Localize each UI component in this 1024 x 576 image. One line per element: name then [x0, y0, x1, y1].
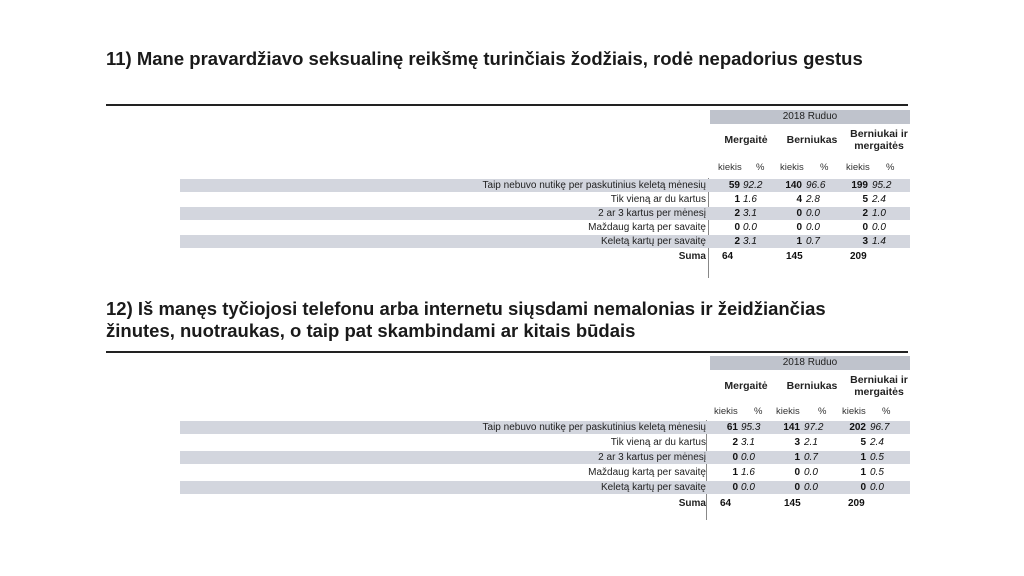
period-header: 2018 Ruduo [710, 356, 910, 370]
sub-kiekis: kiekis [718, 162, 742, 173]
table-row: 2 ar 3 kartus per mėnesį 0 0.0 1 0.7 1 0.5 [180, 451, 910, 464]
sub-kiekis: kiekis [842, 406, 866, 417]
table-row: Keletą kartų per savaitę 0 0.0 0 0.0 0 0.0 [180, 481, 910, 494]
section-11-title: 11) Mane pravardžiavo seksualinę reikšmę turinčiais žodžiais, rodė nepadorius gestus [106, 48, 863, 69]
sum-row: Suma 64 145 209 [678, 251, 867, 262]
sub-pct: % [882, 406, 891, 417]
table-row: Taip nebuvo nutikę per paskutinius keletą mėnesių 61 95.3 141 97.2 202 96.7 [180, 421, 910, 434]
sub-pct: % [818, 406, 827, 417]
table-row: Maždaug kartą per savaitę 1 1.6 0 0.0 1 0.5 [588, 467, 884, 478]
section-12-rule [106, 351, 908, 353]
table-row: Tik vieną ar du kartus 1 1.6 4 2.8 5 2.4 [610, 194, 886, 205]
group-all: Berniukai ir mergaitės [850, 128, 908, 152]
sub-pct: % [756, 162, 765, 173]
sub-pct: % [754, 406, 763, 417]
group-boys: Berniukas [786, 134, 838, 146]
group-all: Berniukai ir mergaitės [850, 374, 908, 398]
sub-pct: % [886, 162, 895, 173]
period-header: 2018 Ruduo [710, 110, 910, 124]
group-boys: Berniukas [786, 380, 838, 392]
table-row: 2 ar 3 kartus per mėnesį 2 3.1 0 0.0 2 1.0 [180, 207, 910, 220]
section-12-title: 12) Iš manęs tyčiojosi telefonu arba internetu siųsdami nemalonias ir žeidžiančias žinutes, nuotraukas, o taip pat skambindami ar kitais būdais [106, 298, 826, 341]
sub-kiekis: kiekis [776, 406, 800, 417]
table-row: Tik vieną ar du kartus 2 3.1 3 2.1 5 2.4 [610, 437, 884, 448]
group-girls: Mergaitė [724, 134, 768, 146]
sub-kiekis: kiekis [846, 162, 870, 173]
table-row: Maždaug kartą per savaitę 0 0.0 0 0.0 0 0.0 [588, 222, 886, 233]
sub-kiekis: kiekis [780, 162, 804, 173]
table-row: Keletą kartų per savaitę 2 3.1 1 0.7 3 1.4 [180, 235, 910, 248]
table-row: Taip nebuvo nutikę per paskutinius keletą mėnesių 59 92.2 140 96.6 199 95.2 [180, 179, 910, 192]
section-11-rule [106, 104, 908, 106]
sub-pct: % [820, 162, 829, 173]
group-girls: Mergaitė [724, 380, 768, 392]
sub-kiekis: kiekis [714, 406, 738, 417]
sum-row: Suma 64 145 209 [678, 498, 865, 509]
